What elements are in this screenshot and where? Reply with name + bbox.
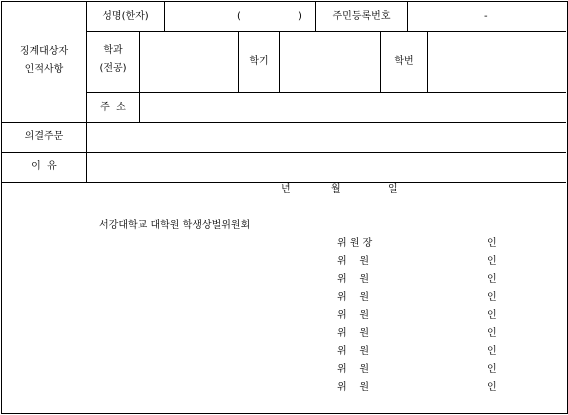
reason-label: 이 유 — [31, 161, 57, 172]
resident-no-label: 주민등록번호 — [332, 11, 391, 22]
semester-label: 학기 — [249, 56, 269, 67]
signatory-seal: 인 — [487, 238, 497, 249]
dept-label-line2: (전공) — [99, 63, 127, 74]
section-label — [2, 45, 86, 76]
signatory-seal: 인 — [487, 292, 497, 303]
student-no-field[interactable] — [428, 32, 566, 92]
semester-field[interactable] — [280, 32, 380, 92]
dept-label-line1: 학과 — [103, 45, 123, 56]
signatory-role: 위 원 장 — [337, 238, 373, 249]
signatory-role: 위 원 — [337, 274, 370, 285]
signatory-seal: 인 — [487, 310, 497, 321]
signatory-seal: 인 — [487, 328, 497, 339]
signatory-role: 위 원 — [337, 382, 370, 393]
reason-field[interactable] — [87, 153, 566, 182]
name-paren-open: ( — [237, 11, 241, 22]
signatory-seal: 인 — [487, 364, 497, 375]
signatory-role: 위 원 — [337, 346, 370, 357]
section-label-line2: 인적사항 — [24, 64, 64, 75]
signatory-role: 위 원 — [337, 310, 370, 321]
committee-name: 서강대학교 대학원 학생상벌위원회 — [99, 220, 251, 231]
student-no-label: 학번 — [394, 56, 414, 67]
section-label-line1: 징계대상자 — [19, 46, 69, 57]
date-day: 일 — [388, 184, 398, 195]
signatory-seal: 인 — [487, 382, 497, 393]
signatory-role: 위 원 — [337, 256, 370, 267]
address-label: 주 소 — [100, 102, 126, 113]
signatory-seal: 인 — [487, 346, 497, 357]
name-label: 성명(한자) — [102, 11, 149, 22]
resolution-field[interactable] — [87, 123, 566, 152]
date-month: 월 — [331, 184, 341, 195]
resident-no-dash: - — [484, 11, 488, 22]
signatory-seal: 인 — [487, 256, 497, 267]
name-paren-close: ) — [298, 11, 302, 22]
signatory-role: 위 원 — [337, 292, 370, 303]
signatory-role: 위 원 — [337, 328, 370, 339]
dept-field[interactable] — [140, 32, 238, 92]
signatory-role: 위 원 — [337, 364, 370, 375]
date-year: 년 — [281, 184, 291, 195]
dept-label — [87, 44, 139, 75]
address-field[interactable] — [140, 93, 566, 122]
resolution-label: 의결주문 — [24, 131, 64, 142]
signatory-seal: 인 — [487, 274, 497, 285]
